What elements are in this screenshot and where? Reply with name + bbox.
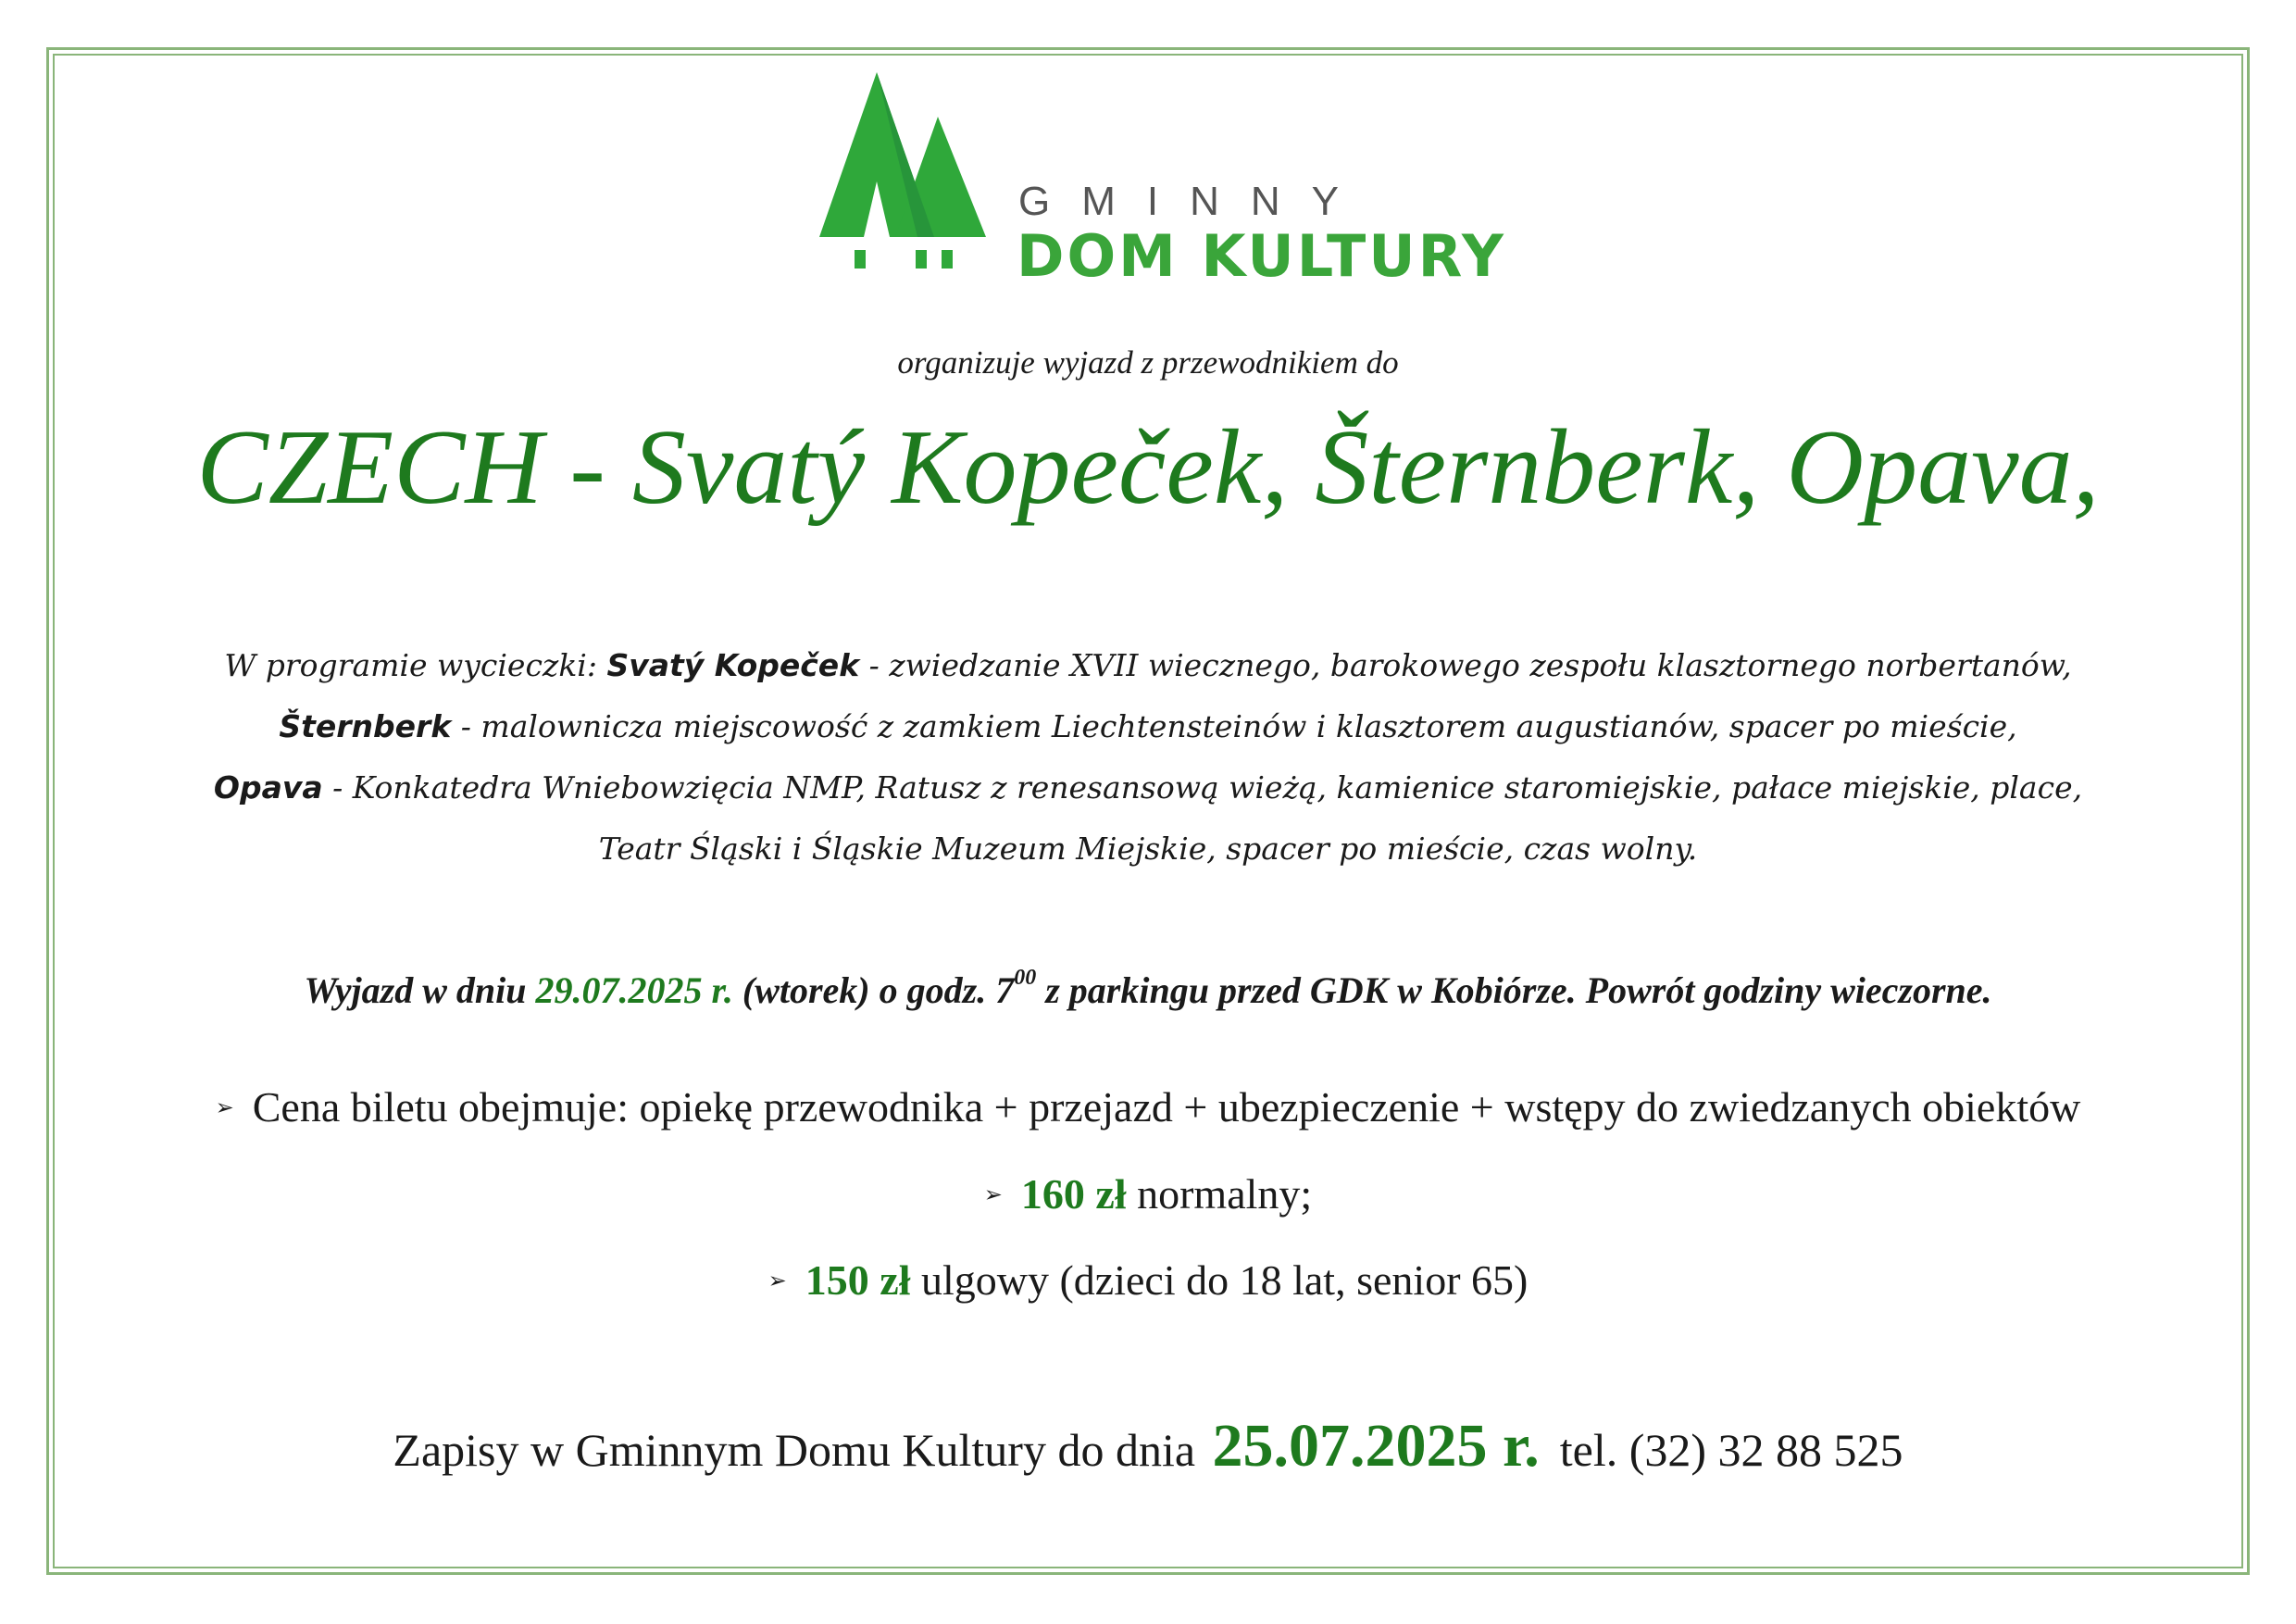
program-line-4: Teatr Śląski i Śląskie Muzeum Miejskie, spacer po mieście, czas wolny.: [598, 831, 1698, 867]
departure-text: z parkingu przed GDK w Kobiórze. Powrót godziny wieczorne.: [1036, 969, 1992, 1011]
program-description: [56, 635, 2240, 880]
headline: CZECH - Svatý Kopeček, Šternberk, Opava,: [196, 408, 2100, 527]
destination-name: Opava: [213, 769, 323, 806]
intro-text: organizuje wyjazd z przewodnikiem do: [897, 344, 1399, 381]
departure-text: (wtorek) o godz. 7: [732, 969, 1015, 1011]
destination-description: - malownicza miejscowość z zamkiem Liechtensteinów i klasztorem augustianów, spacer po mieście,: [451, 708, 2017, 744]
destination-name: Svatý Kopeček: [606, 647, 860, 683]
signup-phone: tel. (32) 32 88 525: [1559, 1424, 1903, 1476]
normal-price: 160 zł: [1020, 1170, 1127, 1218]
tree-house-logo-icon: [819, 72, 986, 271]
departure-date: 29.07.2025 r.: [535, 969, 733, 1011]
destination-description: - Konkatedra Wniebowzięcia NMP, Ratusz z renesansową wieżą, kamienice staromiejskie, pałace miejskie, place,: [322, 769, 2083, 806]
signup-text: Zapisy w Gminnym Domu Kultury do dnia: [393, 1424, 1207, 1476]
price-includes-item: [0, 1081, 2296, 1132]
normal-price-label: normalny;: [1126, 1170, 1313, 1218]
logo: [819, 72, 1506, 290]
departure-minutes: 00: [1014, 966, 1037, 990]
program-line-1: [56, 635, 2240, 696]
arrow-bullet-icon: ➢: [215, 1096, 234, 1121]
departure-text: Wyjazd w dniu: [304, 969, 536, 1011]
logo-text-dom-kultury: DOM KULTURY: [1017, 222, 1506, 290]
reduced-price-item: [0, 1255, 2296, 1305]
reduced-price: 150 zł: [805, 1256, 911, 1304]
price-includes-text: Cena biletu obejmuje: opiekę przewodnika + przejazd + ubezpieczenie + wstępy do zwiedzanych obiektów: [252, 1083, 2081, 1131]
normal-price-item: [0, 1168, 2296, 1219]
departure-info: [0, 968, 2296, 1013]
destination-description: - zwiedzanie XVII wiecznego, barokowego zespołu klasztornego norbertanów,: [859, 647, 2072, 683]
destination-name: Šternberk: [279, 708, 452, 744]
arrow-bullet-icon: ➢: [767, 1269, 787, 1294]
signup-deadline: 25.07.2025 r.: [1212, 1412, 1540, 1480]
arrow-bullet-icon: ➢: [983, 1183, 1003, 1208]
program-line-3: [56, 757, 2240, 818]
program-prefix: W programie wycieczki:: [224, 647, 607, 683]
signup-info: [0, 1409, 2296, 1482]
program-line-2: [56, 696, 2240, 757]
logo-text-gminny: GMINNY: [1018, 179, 1370, 224]
reduced-price-label: ulgowy (dzieci do 18 lat, senior 65): [910, 1256, 1529, 1304]
